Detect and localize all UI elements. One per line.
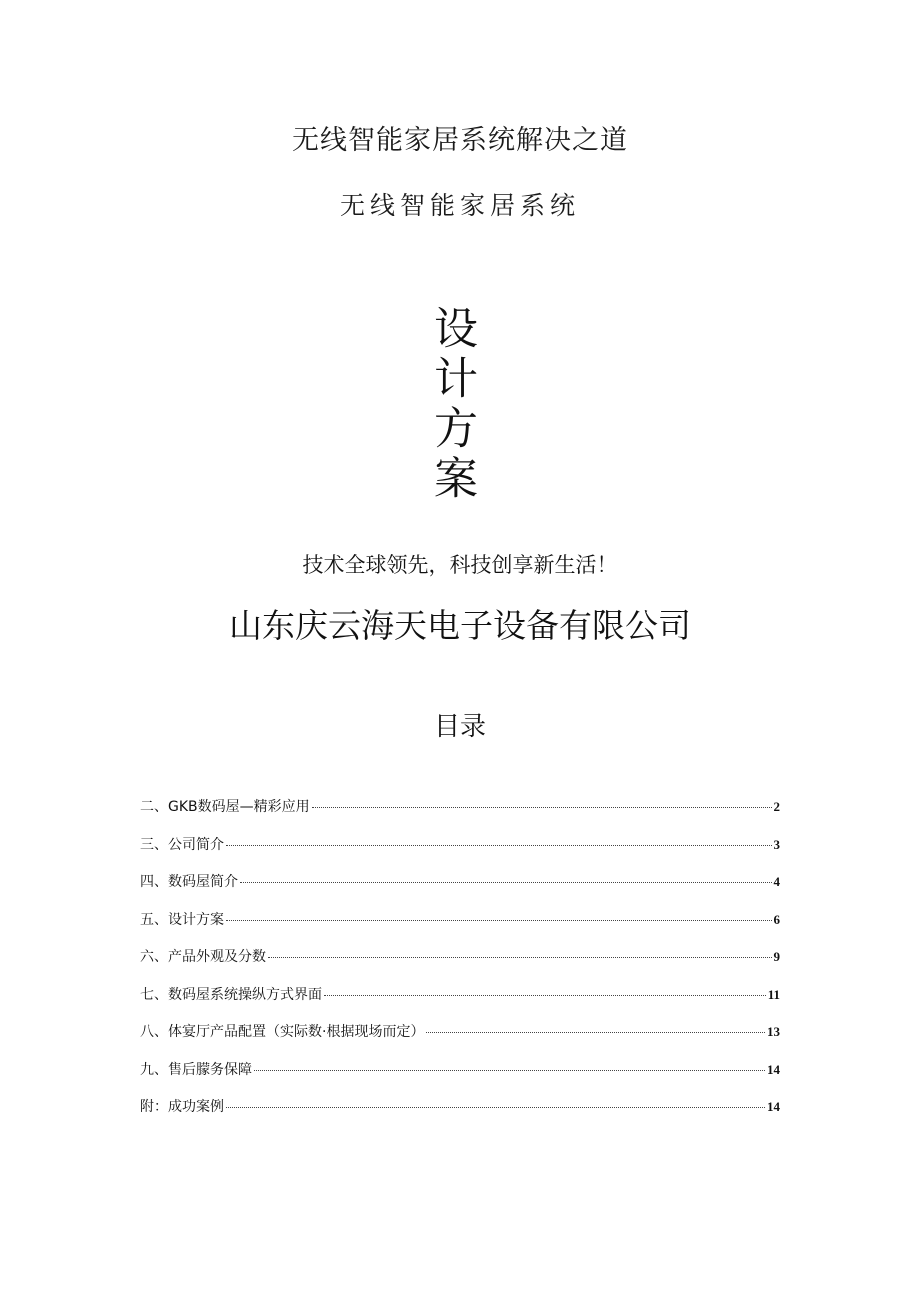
toc-entry-page: 6 [773,911,780,927]
toc-entry-label: 附：成功案例 [140,1099,224,1115]
toc-entry-page: 13 [767,1024,780,1039]
toc-entry-label: 九、售后朦务保障 [140,1061,252,1078]
toc-entry-label: 四、数码屋简介 [140,874,238,890]
toc-entry[interactable] [140,1059,780,1097]
toc-entry-page: 9 [773,949,780,964]
document-subtitle: 无线智能家居系统 [339,191,580,220]
toc-entry[interactable] [140,909,780,947]
vertical-heading: 设计方案 [426,305,477,505]
toc-entry[interactable] [140,946,780,984]
toc-entry-label: 二、GKB数码屋—精彩应用 [140,799,310,815]
toc-entry-page: 14 [767,1099,780,1114]
toc-leader-dots [226,920,772,921]
document-title: 无线智能家居系统解决之道 [292,125,628,156]
table-of-contents [140,796,780,1134]
toc-leader-dots [240,882,772,883]
toc-leader-dots [254,1070,765,1071]
toc-leader-dots [312,807,772,808]
company-name: 山东庆云海天电子设备有限公司 [229,606,691,645]
toc-leader-dots [426,1032,765,1033]
toc-entry-label: 六、产品外观及分数 [140,949,266,965]
toc-leader-dots [226,1107,765,1108]
toc-entry-label: 七、数码屋系统操纵方式界面 [140,986,322,1003]
toc-entry-page: 4 [773,874,780,889]
toc-entry-label: 五、设计方案 [140,911,224,928]
toc-entry[interactable] [140,1096,780,1134]
toc-entry-page: 2 [773,799,780,814]
toc-leader-dots [268,957,772,958]
toc-entry-label: 三、公司简介 [140,836,224,853]
toc-leader-dots [324,995,766,996]
toc-entry-page: 11 [767,986,780,1002]
toc-entry-page: 3 [773,836,780,852]
toc-entry-page: 14 [767,1061,780,1077]
toc-entry[interactable] [140,834,780,872]
slogan: 技术全球领先，科技创享新生活！ [302,553,618,577]
toc-entry[interactable] [140,871,780,909]
toc-heading: 目录 [433,712,486,742]
toc-entry[interactable] [140,984,780,1022]
toc-entry[interactable] [140,1021,780,1059]
toc-leader-dots [226,845,772,846]
toc-entry-label: 八、体宴厅产品配置（实际数·根据现场而定） [140,1024,425,1040]
toc-entry[interactable] [140,796,780,834]
